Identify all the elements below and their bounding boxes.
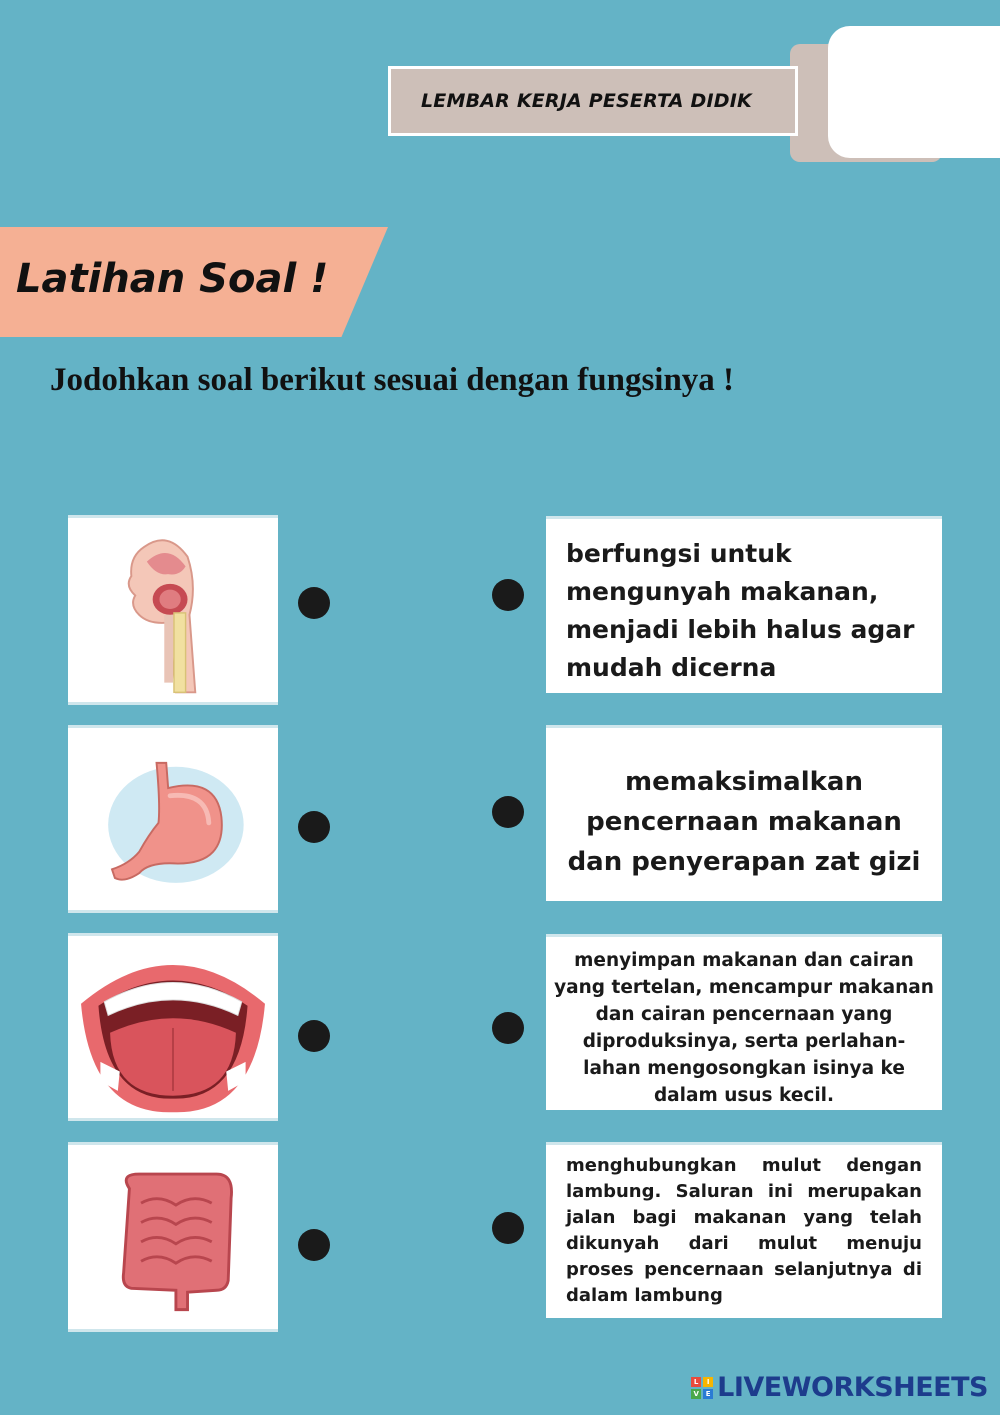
instruction-text: Jodohkan soal berikut sesuai dengan fungsinya ! xyxy=(50,362,735,398)
footer-brand-text: LIVEWORKSHEETS xyxy=(717,1372,988,1403)
right-dot-3[interactable] xyxy=(492,1012,524,1044)
right-dot-2[interactable] xyxy=(492,796,524,828)
header-box xyxy=(388,66,798,136)
intestine-icon xyxy=(68,1145,278,1329)
stomach-icon xyxy=(68,728,278,910)
left-dot-4[interactable] xyxy=(298,1229,330,1261)
left-dot-3[interactable] xyxy=(298,1020,330,1052)
left-dot-2[interactable] xyxy=(298,811,330,843)
liveworksheets-logo-icon: L I V E xyxy=(691,1377,713,1399)
header-title: LEMBAR KERJA PESERTA DIDIK xyxy=(421,90,752,112)
right-dot-4[interactable] xyxy=(492,1212,524,1244)
picture-card-3 xyxy=(68,933,278,1121)
header-white-tab xyxy=(828,26,1000,158)
footer-brand xyxy=(691,1372,988,1403)
throat-anatomy-icon xyxy=(68,518,278,702)
answer-card-3: menyimpan makanan dan cairan yang tertelan, mencampur makanan dan cairan pencernaan yang diproduksinya, serta perlahan-lahan mengosongkan isinya ke dalam usus kecil. xyxy=(546,934,942,1110)
mouth-icon xyxy=(68,936,278,1118)
right-dot-1[interactable] xyxy=(492,579,524,611)
picture-card-4 xyxy=(68,1142,278,1332)
answer-card-1: berfungsi untuk mengunyah makanan, menjadi lebih halus agar mudah dicerna xyxy=(546,516,942,693)
picture-card-1 xyxy=(68,515,278,705)
picture-card-2 xyxy=(68,725,278,913)
answer-card-4: menghubungkan mulut dengan lambung. Saluran ini merupakan jalan bagi makanan yang telah dikunyah dari mulut menuju proses pencernaan selanjutnya di dalam lambung xyxy=(546,1142,942,1318)
left-dot-1[interactable] xyxy=(298,587,330,619)
answer-card-2: memaksimalkan pencernaan makanan dan penyerapan zat gizi xyxy=(546,725,942,901)
section-title: Latihan Soal ! xyxy=(16,256,329,302)
